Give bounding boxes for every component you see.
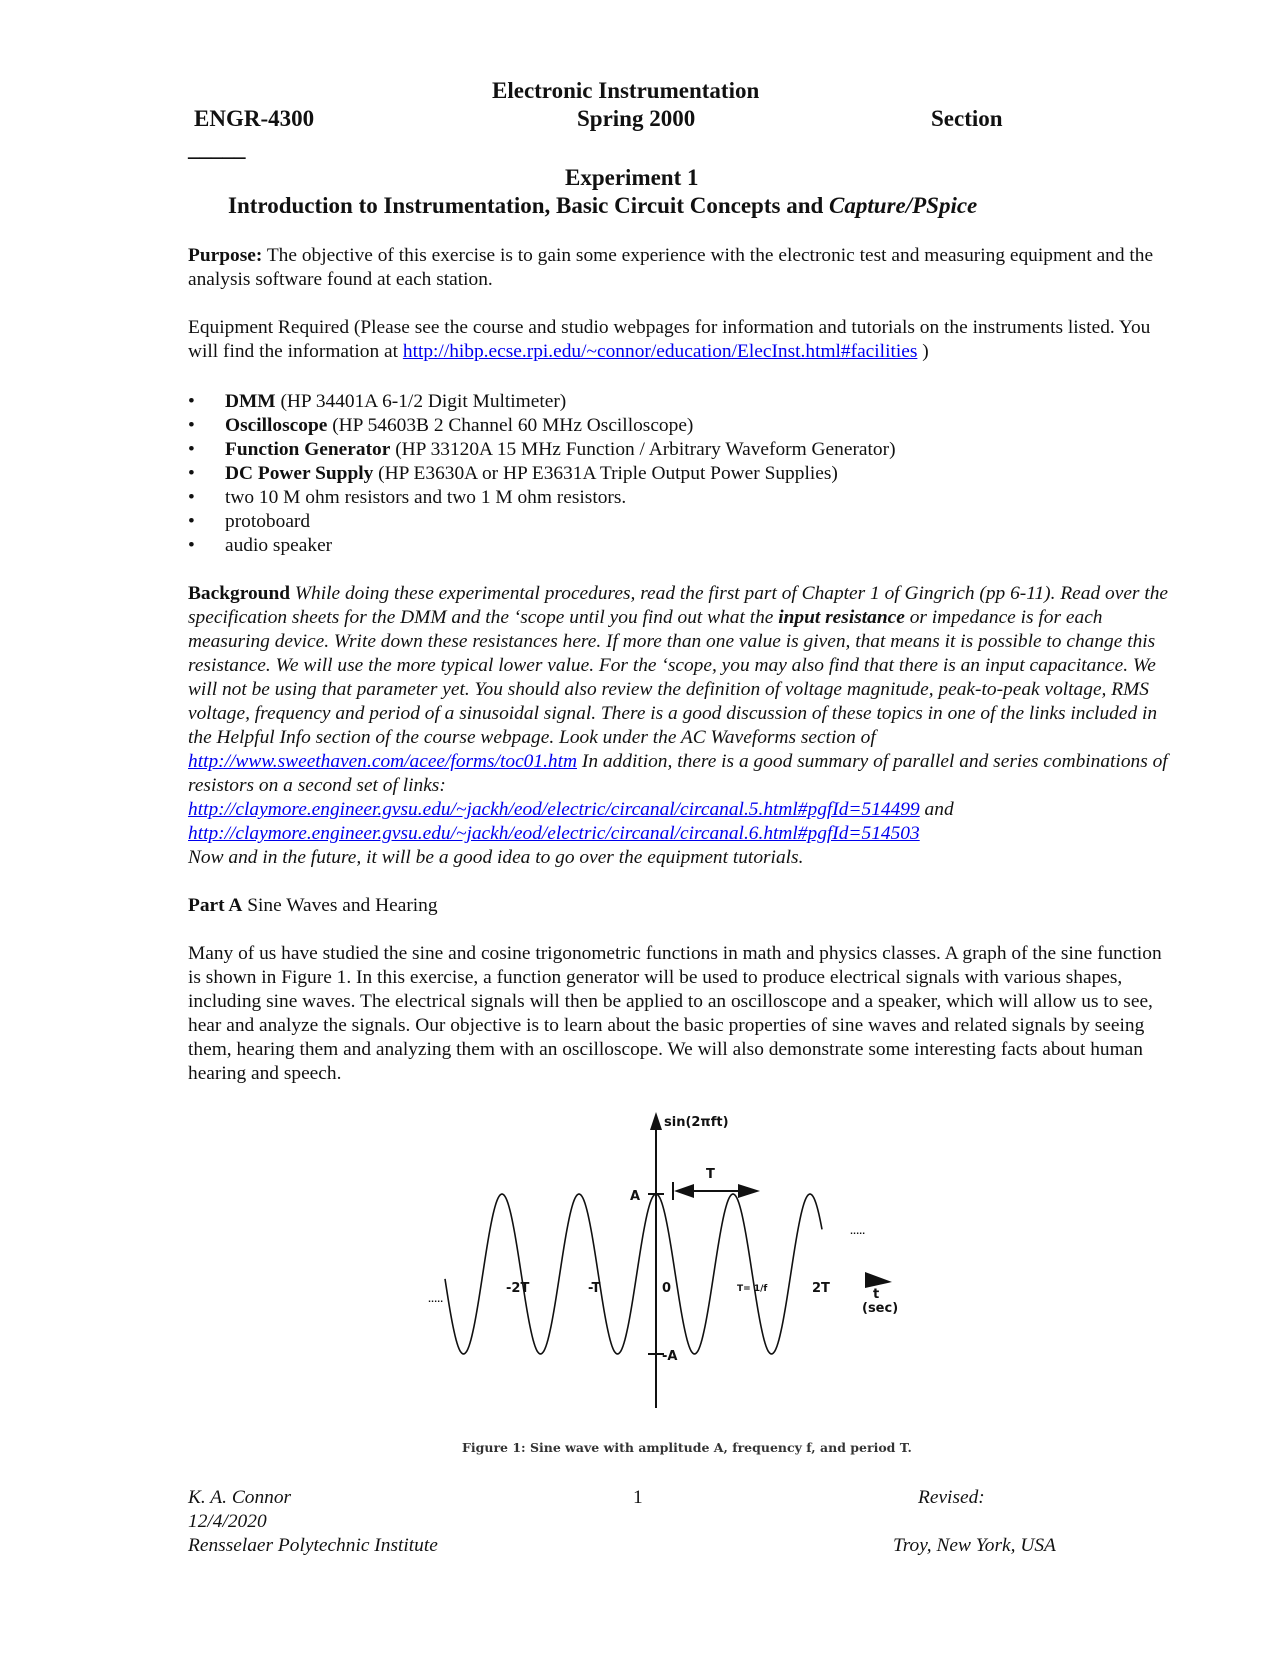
footer-institution: Rensselaer Polytechnic Institute	[188, 1535, 438, 1556]
part-a-label: Part A	[188, 895, 243, 916]
tick-T: T= 1/f	[737, 1284, 768, 1294]
page-number: 1	[633, 1487, 643, 1508]
item-detail: (HP 33120A 15 MHz Function / Arbitrary Waveform Generator)	[390, 439, 896, 460]
list-item	[188, 534, 896, 558]
course-code: ENGR-4300	[194, 106, 315, 131]
section-label: Section	[931, 106, 1003, 131]
time-arrow-icon	[865, 1272, 892, 1288]
background-label: Background	[188, 583, 291, 604]
list-item	[188, 414, 896, 438]
subtitle-italic: Capture/PSpice	[829, 193, 978, 218]
list-item	[188, 510, 896, 534]
equipment-close: )	[917, 341, 929, 362]
period-arrow-left-icon	[674, 1184, 694, 1198]
sine-curve	[445, 1194, 822, 1354]
equipment-list	[188, 390, 896, 558]
continuation-left: .....	[428, 1295, 444, 1304]
item-detail: (HP E3630A or HP E3631A Triple Output Power Supplies)	[373, 463, 838, 484]
tick-minus-T: -T	[588, 1281, 601, 1296]
bullet-icon: •	[188, 511, 195, 532]
tick-minus-2T: -2T	[506, 1281, 530, 1296]
bullet-icon: •	[188, 463, 195, 484]
period-arrow-right-icon	[738, 1184, 760, 1198]
list-item	[188, 390, 896, 414]
background-emphasis: input resistance	[778, 607, 905, 628]
list-item	[188, 462, 896, 486]
y-axis-label: sin(2πft)	[664, 1115, 729, 1130]
item-detail: two 10 M ohm resistors and two 1 M ohm resistors.	[225, 487, 627, 508]
purpose-text: The objective of this exercise is to gain some experience with the electronic test and measuring equipment and the analysis software found at each station.	[188, 245, 1154, 290]
item-detail: (HP 34401A 6-1/2 Digit Multimeter)	[275, 391, 567, 412]
item-detail: (HP 54603B 2 Channel 60 MHz Oscilloscope)	[327, 415, 694, 436]
experiment-subtitle	[228, 193, 977, 219]
period-label: T	[706, 1167, 715, 1182]
item-detail: audio speaker	[225, 535, 333, 556]
purpose-label: Purpose:	[188, 245, 263, 266]
part-a-paragraph	[188, 942, 1168, 1086]
circanal6-link[interactable]: http://claymore.engineer.gvsu.edu/~jackh/eod/electric/circanal/circanal.6.html#pgfId=514503	[188, 823, 920, 844]
section-blank: _____	[188, 136, 246, 161]
neg-amplitude-label: -A	[662, 1349, 678, 1364]
background-paragraph	[188, 582, 1168, 870]
bullet-icon: •	[188, 391, 195, 412]
tick-zero: 0	[662, 1281, 672, 1296]
list-item	[188, 486, 896, 510]
sine-wave-figure	[430, 1108, 930, 1428]
continuation-right: .....	[850, 1227, 866, 1236]
purpose-paragraph	[188, 244, 1168, 292]
y-axis-arrow-icon	[650, 1112, 662, 1130]
experiment-number: Experiment 1	[565, 165, 699, 190]
sweethaven-link[interactable]: http://www.sweethaven.com/acee/forms/toc01.htm	[188, 751, 578, 772]
facilities-link[interactable]: http://hibp.ecse.rpi.edu/~connor/education/ElecInst.html#facilities	[402, 341, 918, 362]
footer-location: Troy, New York, USA	[893, 1535, 1056, 1556]
tick-2T: 2T	[812, 1281, 830, 1296]
bullet-icon: •	[188, 487, 195, 508]
background-text-1: While doing these experimental procedures, read the first part of Chapter 1 of Gingrich (pp 6-11). Read over the specification sheets for the DMM and the ‘scope until you find out what the	[188, 583, 1169, 628]
document-title: Electronic Instrumentation	[492, 78, 760, 103]
footer-author: K. A. Connor	[188, 1487, 292, 1508]
part-a-heading	[188, 894, 1168, 918]
bullet-icon: •	[188, 439, 195, 460]
footer-revised: Revised:	[918, 1487, 985, 1508]
x-axis-unit: (sec)	[862, 1301, 899, 1316]
background-text-3: In addition, there is a good summary of parallel and series combinations of resistors on a second set of links:	[188, 751, 1168, 796]
circanal5-link[interactable]: http://claymore.engineer.gvsu.edu/~jackh/eod/electric/circanal/circanal.5.html#pgfId=514499	[188, 799, 920, 820]
item-name: Oscilloscope	[225, 415, 328, 436]
bullet-icon: •	[188, 415, 195, 436]
equipment-paragraph	[188, 316, 1168, 364]
part-a-text: Many of us have studied the sine and cosine trigonometric functions in math and physics classes. A graph of the sine function is shown in Figure 1. In this exercise, a function generator will be used to produce electrical signals with various shapes, including sine waves. The electrical signals will then be applied to an oscilloscope and a speaker, which will allow us to see, hear and analyze the signals. Our objective is to learn about the basic properties of sine waves and related signals by seeing them, hearing them and analyzing them with an oscilloscope. We will also demonstrate some interesting facts about human hearing and speech.	[188, 943, 1162, 1084]
term: Spring 2000	[577, 106, 696, 131]
subtitle-main: Introduction to Instrumentation, Basic Circuit Concepts and	[228, 193, 830, 218]
equipment-intro: Equipment Required (Please see the course and studio webpages for information and tutorials on the instruments listed. You will find the information at	[188, 317, 1151, 362]
amplitude-label: A	[630, 1189, 641, 1204]
background-text-5: Now and in the future, it will be a good idea to go over the equipment tutorials.	[188, 847, 804, 868]
list-item	[188, 438, 896, 462]
item-name: DMM	[225, 391, 276, 412]
bullet-icon: •	[188, 535, 195, 556]
item-detail: protoboard	[225, 511, 311, 532]
background-text-4: and	[919, 799, 954, 820]
item-name: Function Generator	[225, 439, 391, 460]
figure-caption: Figure 1: Sine wave with amplitude A, frequency f, and period T.	[462, 1440, 912, 1455]
item-name: DC Power Supply	[225, 463, 374, 484]
background-text-2: or impedance is for each measuring device. Write down these resistances here. If more than one value is given, that means it is possible to change this resistance. We will use the more typical lower value. For the ‘scope, you may also find that there is an input capacitance. We will not be using that parameter yet. You should also review the definition of voltage magnitude, peak-to-peak voltage, RMS voltage, frequency and period of a sinusoidal signal. There is a good discussion of these topics in one of the links included in the Helpful Info section of the course webpage. Look under the AC Waveforms section of	[188, 607, 1158, 748]
footer-date: 12/4/2020	[188, 1511, 267, 1532]
part-a-title: Sine Waves and Hearing	[242, 895, 438, 916]
x-axis-label: t	[873, 1287, 880, 1302]
